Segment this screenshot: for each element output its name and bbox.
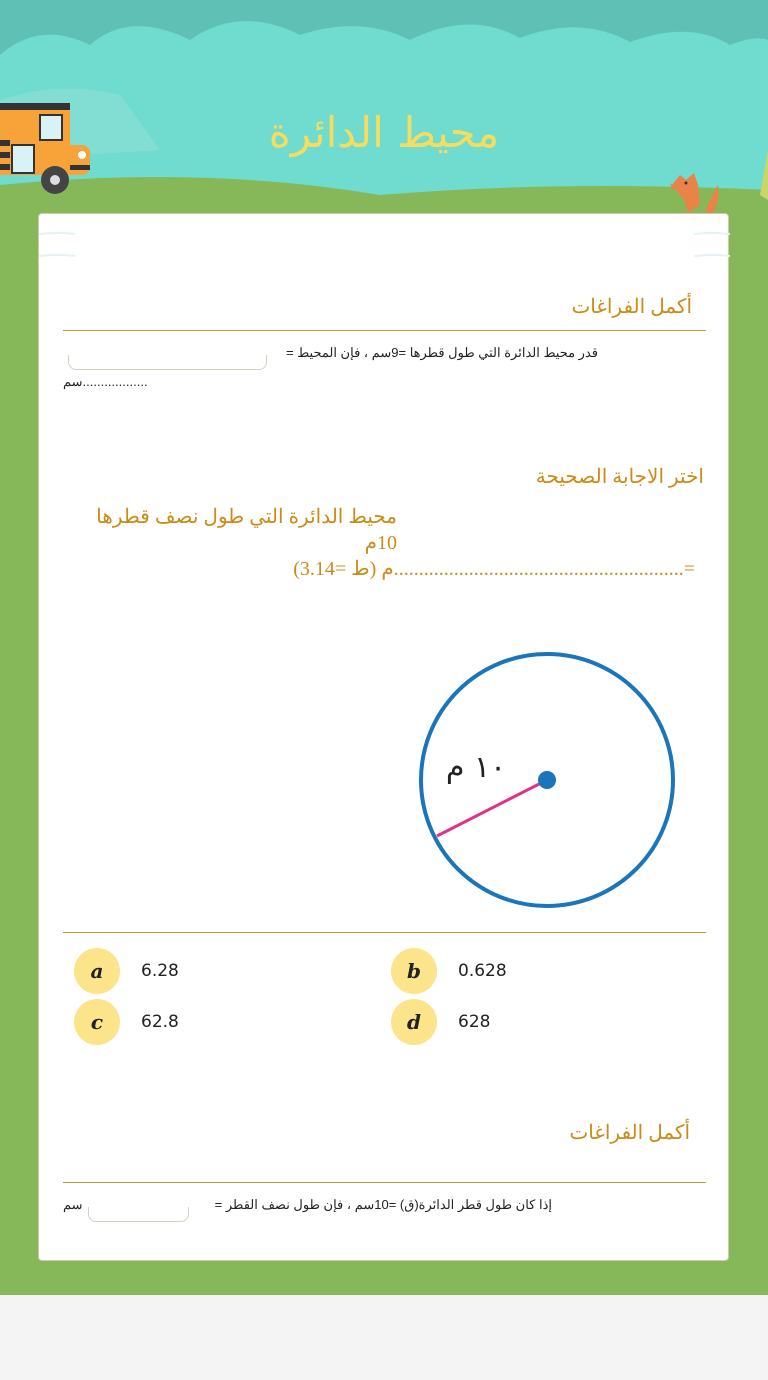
- radius-line: [437, 780, 547, 836]
- option-d[interactable]: [391, 999, 490, 1045]
- card-top-decoration: [39, 232, 730, 258]
- section-2-divider: [63, 932, 706, 933]
- option-a-badge: a: [74, 948, 120, 994]
- option-c-value: 62.8: [141, 1012, 179, 1032]
- section-1-unit-line: ..................سم: [63, 374, 148, 389]
- option-a-value: 6.28: [141, 961, 179, 981]
- section-1-question: قدر محيط الدائرة التي طول قطرها =9سم ، فإن المحيط =: [286, 345, 598, 360]
- section-1-divider: [63, 330, 706, 331]
- option-b[interactable]: [391, 948, 507, 994]
- option-c-badge: c: [74, 999, 120, 1045]
- option-d-badge: d: [391, 999, 437, 1045]
- section-2-question-line2: =..........................................................م (ط =3.14): [293, 558, 695, 580]
- section-1-heading: أكمل الفراغات: [571, 296, 692, 318]
- option-c[interactable]: [74, 999, 179, 1045]
- section-2-question-line1: محيط الدائرة التي طول نصف قطرها 10م: [96, 506, 397, 554]
- circle-figure: [416, 650, 678, 910]
- section-3-heading: أكمل الفراغات: [569, 1122, 690, 1144]
- option-b-badge: b: [391, 948, 437, 994]
- section-2-heading: اختر الاجابة الصحيحة: [535, 466, 704, 488]
- section-3-divider: [63, 1182, 706, 1183]
- section-3-answer-input[interactable]: [88, 1207, 189, 1222]
- option-d-value: 628: [458, 1012, 491, 1032]
- section-2-question: [75, 504, 695, 582]
- option-b-value: 0.628: [458, 961, 507, 981]
- section-3-unit: سم: [63, 1197, 83, 1212]
- option-a[interactable]: [74, 948, 179, 994]
- worksheet-card: [38, 213, 729, 1261]
- radius-label: ١٠ م: [445, 750, 507, 785]
- page-title: محيط الدائرة: [268, 108, 500, 157]
- section-3-question: إذا كان طول قطر الدائرة(ق) =10سم ، فإن طول نصف القطر =: [214, 1197, 552, 1212]
- center-point: [538, 771, 556, 789]
- section-1-answer-input[interactable]: [68, 355, 267, 370]
- page-footer: [0, 1295, 768, 1380]
